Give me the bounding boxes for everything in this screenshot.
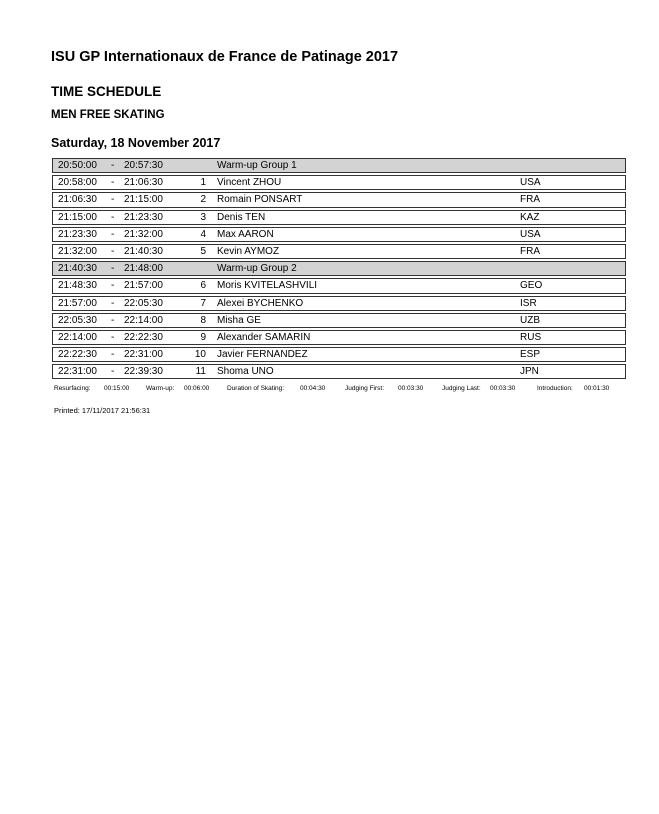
skater-name: Denis TEN xyxy=(217,211,266,223)
start-number: 11 xyxy=(195,366,206,378)
start-time: 22:05:30 xyxy=(58,314,97,326)
table-row xyxy=(52,210,626,225)
time-separator: - xyxy=(111,280,115,292)
end-time: 21:32:00 xyxy=(124,228,163,240)
nation: USA xyxy=(520,228,541,240)
schedule-table xyxy=(52,158,626,381)
end-time: 20:57:30 xyxy=(124,160,163,171)
time-separator: - xyxy=(111,314,115,326)
nation: FRA xyxy=(520,245,540,257)
warmup-group-label: Warm-up Group 2 xyxy=(217,263,297,275)
time-separator: - xyxy=(111,263,115,275)
time-separator: - xyxy=(111,366,115,378)
skating-value: 00:04:30 xyxy=(300,385,326,392)
time-separator: - xyxy=(111,297,115,309)
nation: UZB xyxy=(520,314,540,326)
end-time: 22:39:30 xyxy=(124,366,163,378)
start-number: 3 xyxy=(200,211,206,223)
resurfacing-value: 00:15:00 xyxy=(104,385,130,392)
start-number: 4 xyxy=(200,228,206,240)
end-time: 22:22:30 xyxy=(124,331,163,343)
start-time: 22:22:30 xyxy=(58,349,97,361)
table-row xyxy=(52,313,626,328)
skater-name: Javier FERNANDEZ xyxy=(217,349,308,361)
nation: USA xyxy=(520,177,541,189)
start-time: 22:14:00 xyxy=(58,331,97,343)
table-row xyxy=(52,192,626,207)
skater-name: Kevin AYMOZ xyxy=(217,245,280,257)
time-separator: - xyxy=(111,331,115,343)
time-separator: - xyxy=(111,194,115,206)
skater-name: Vincent ZHOU xyxy=(217,177,282,189)
introduction-value: 00:01:30 xyxy=(584,385,610,392)
end-time: 21:48:00 xyxy=(124,263,163,275)
durations-footer xyxy=(54,384,626,396)
time-separator: - xyxy=(111,228,115,240)
skater-name: Misha GE xyxy=(217,314,261,326)
end-time: 21:06:30 xyxy=(124,177,163,189)
end-time: 22:31:00 xyxy=(124,349,163,361)
nation: FRA xyxy=(520,194,540,206)
nation: GEO xyxy=(520,280,543,292)
judging-first-label: Judging First: xyxy=(345,385,385,392)
start-time: 21:48:30 xyxy=(58,280,97,292)
segment-heading: MEN FREE SKATING xyxy=(51,109,165,121)
judging-first-value: 00:03:30 xyxy=(398,385,424,392)
start-number: 2 xyxy=(200,194,206,206)
skater-name: Alexander SAMARIN xyxy=(217,331,311,343)
date-heading: Saturday, 18 November 2017 xyxy=(51,136,221,150)
start-number: 1 xyxy=(200,177,206,189)
end-time: 22:05:30 xyxy=(124,297,163,309)
skater-name: Alexei BYCHENKO xyxy=(217,297,304,309)
skater-name: Max AARON xyxy=(217,228,274,240)
warmup-value: 00:06:00 xyxy=(184,385,210,392)
table-row xyxy=(52,364,626,379)
start-number: 9 xyxy=(200,331,206,343)
skater-name: Moris KVITELASHVILI xyxy=(217,280,318,292)
judging-last-label: Judging Last: xyxy=(442,385,481,392)
schedule-heading: TIME SCHEDULE xyxy=(51,84,162,99)
nation: ISR xyxy=(520,297,537,309)
table-row xyxy=(52,227,626,242)
start-time: 21:23:30 xyxy=(58,228,97,240)
nation: RUS xyxy=(520,331,542,343)
skater-name: Shoma UNO xyxy=(217,366,274,378)
warmup-label: Warm-up: xyxy=(146,385,175,392)
time-separator: - xyxy=(111,160,115,171)
warmup-row xyxy=(52,261,626,276)
introduction-label: Introduction: xyxy=(537,385,573,392)
resurfacing-label: Resurfacing: xyxy=(54,385,91,392)
end-time: 22:14:00 xyxy=(124,314,163,326)
start-time: 21:06:30 xyxy=(58,194,97,206)
start-time: 20:58:00 xyxy=(58,177,97,189)
printed-timestamp: Printed: 17/11/2017 21:56:31 xyxy=(54,406,151,415)
time-separator: - xyxy=(111,177,115,189)
table-row xyxy=(52,175,626,190)
start-number: 5 xyxy=(200,245,206,257)
event-title: ISU GP Internationaux de France de Patinage 2017 xyxy=(51,49,399,65)
table-row xyxy=(52,278,626,293)
start-time: 21:40:30 xyxy=(58,263,97,275)
time-separator: - xyxy=(111,245,115,257)
nation: ESP xyxy=(520,349,541,361)
time-separator: - xyxy=(111,349,115,361)
nation: KAZ xyxy=(520,211,540,223)
judging-last-value: 00:03:30 xyxy=(490,385,516,392)
nation: JPN xyxy=(520,366,539,378)
start-time: 21:15:00 xyxy=(58,211,97,223)
start-time: 22:31:00 xyxy=(58,366,97,378)
start-number: 6 xyxy=(200,280,206,292)
table-row xyxy=(52,330,626,345)
skater-name: Romain PONSART xyxy=(217,194,303,206)
end-time: 21:57:00 xyxy=(124,280,163,292)
table-row xyxy=(52,244,626,259)
table-row xyxy=(52,296,626,311)
start-number: 8 xyxy=(200,314,206,326)
warmup-group-label: Warm-up Group 1 xyxy=(217,160,297,171)
time-separator: - xyxy=(111,211,115,223)
start-time: 21:57:00 xyxy=(58,297,97,309)
warmup-row xyxy=(52,158,626,173)
start-number: 7 xyxy=(200,297,206,309)
start-number: 10 xyxy=(194,349,206,361)
end-time: 21:15:00 xyxy=(124,194,163,206)
start-time: 21:32:00 xyxy=(58,245,97,257)
start-time: 20:50:00 xyxy=(58,160,97,171)
end-time: 21:23:30 xyxy=(124,211,163,223)
end-time: 21:40:30 xyxy=(124,245,163,257)
skating-label: Duration of Skating: xyxy=(227,385,285,392)
table-row xyxy=(52,347,626,362)
